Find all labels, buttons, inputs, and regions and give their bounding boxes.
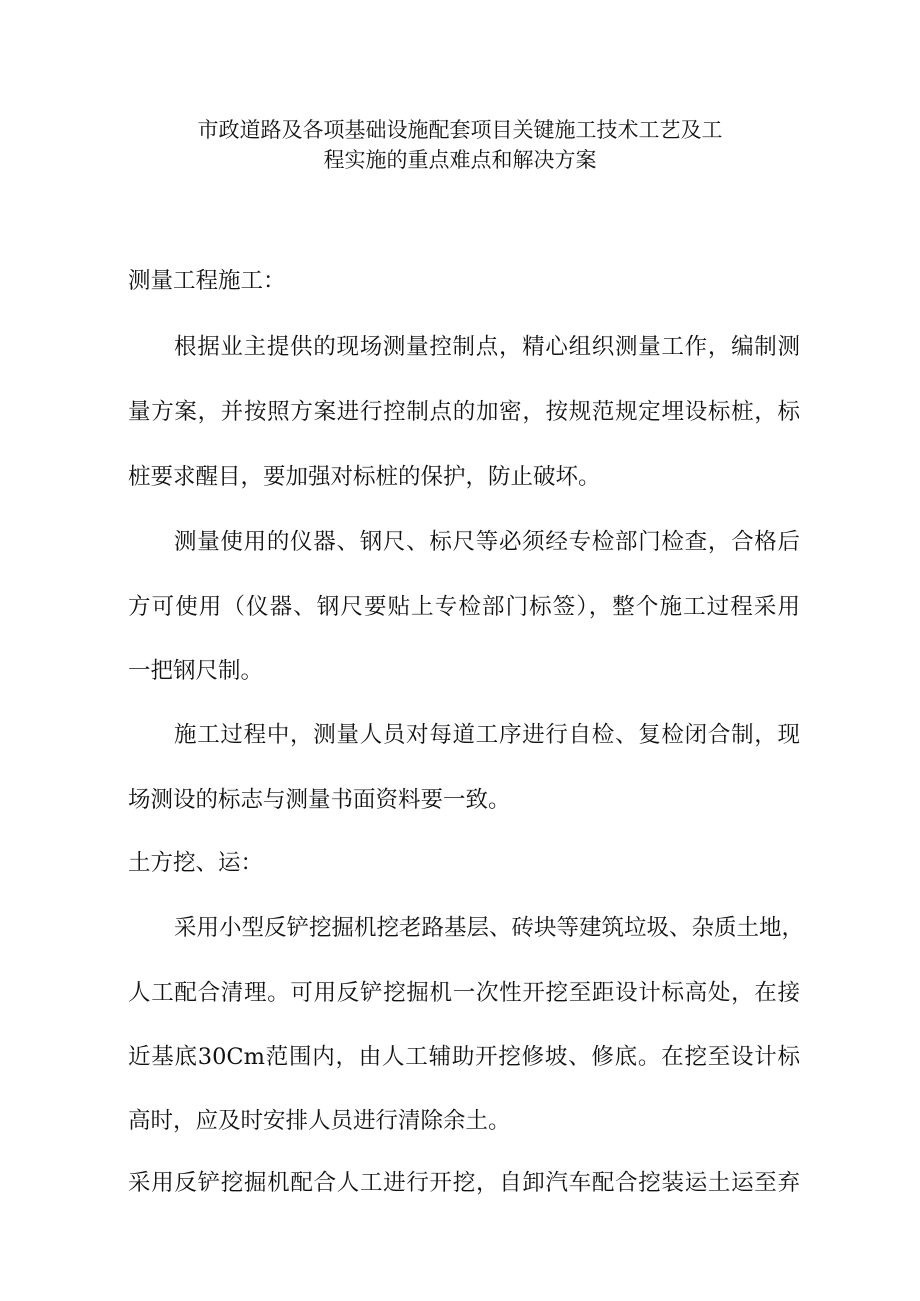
paragraph-line: 桩要求醒目，要加强对标桩的保护，防止破坏。 — [128, 464, 601, 490]
paragraph-line: 施工过程中，测量人员对每道工序进行自检、复检闭合制，现 — [174, 722, 800, 748]
paragraph-line: 近基底30Cm范围内，由人工辅助开挖修坡、修底。在挖至设计标 — [128, 1044, 800, 1070]
section-heading-earthwork: 土方挖、运： — [128, 850, 264, 876]
section-heading-survey: 测量工程施工： — [128, 268, 286, 294]
paragraph-line: 采用小型反铲挖掘机挖老路基层、砖块等建筑垃圾、杂质土地， — [174, 915, 805, 941]
paragraph-line: 一把钢尺制。 — [128, 658, 264, 684]
document-title-line-1: 市政道路及各项基础设施配套项目关键施工技术工艺及工 — [197, 118, 723, 142]
paragraph-line: 量方案，并按照方案进行控制点的加密，按规范规定埋设标桩，标 — [128, 399, 800, 425]
paragraph-line: 测量使用的仪器、钢尺、标尺等必须经专检部门检查，合格后 — [174, 529, 800, 555]
paragraph-line: 方可使用（仪器、钢尺要贴上专检部门标签），整个施工过程采用 — [128, 594, 800, 620]
paragraph-line: 采用反铲挖掘机配合人工进行开挖，自卸汽车配合挖装运土运至弃 — [128, 1170, 800, 1196]
paragraph-line: 场测设的标志与测量书面资料要一致。 — [128, 787, 511, 813]
paragraph-line: 高时，应及时安排人员进行清除余土。 — [128, 1108, 511, 1134]
paragraph-line: 人工配合清理。可用反铲挖掘机一次性开挖至距设计标高处，在接 — [128, 980, 800, 1006]
document-title-line-2: 程实施的重点难点和解决方案 — [323, 148, 597, 172]
paragraph-line: 根据业主提供的现场测量控制点，精心组织测量工作，编制测 — [174, 334, 800, 360]
